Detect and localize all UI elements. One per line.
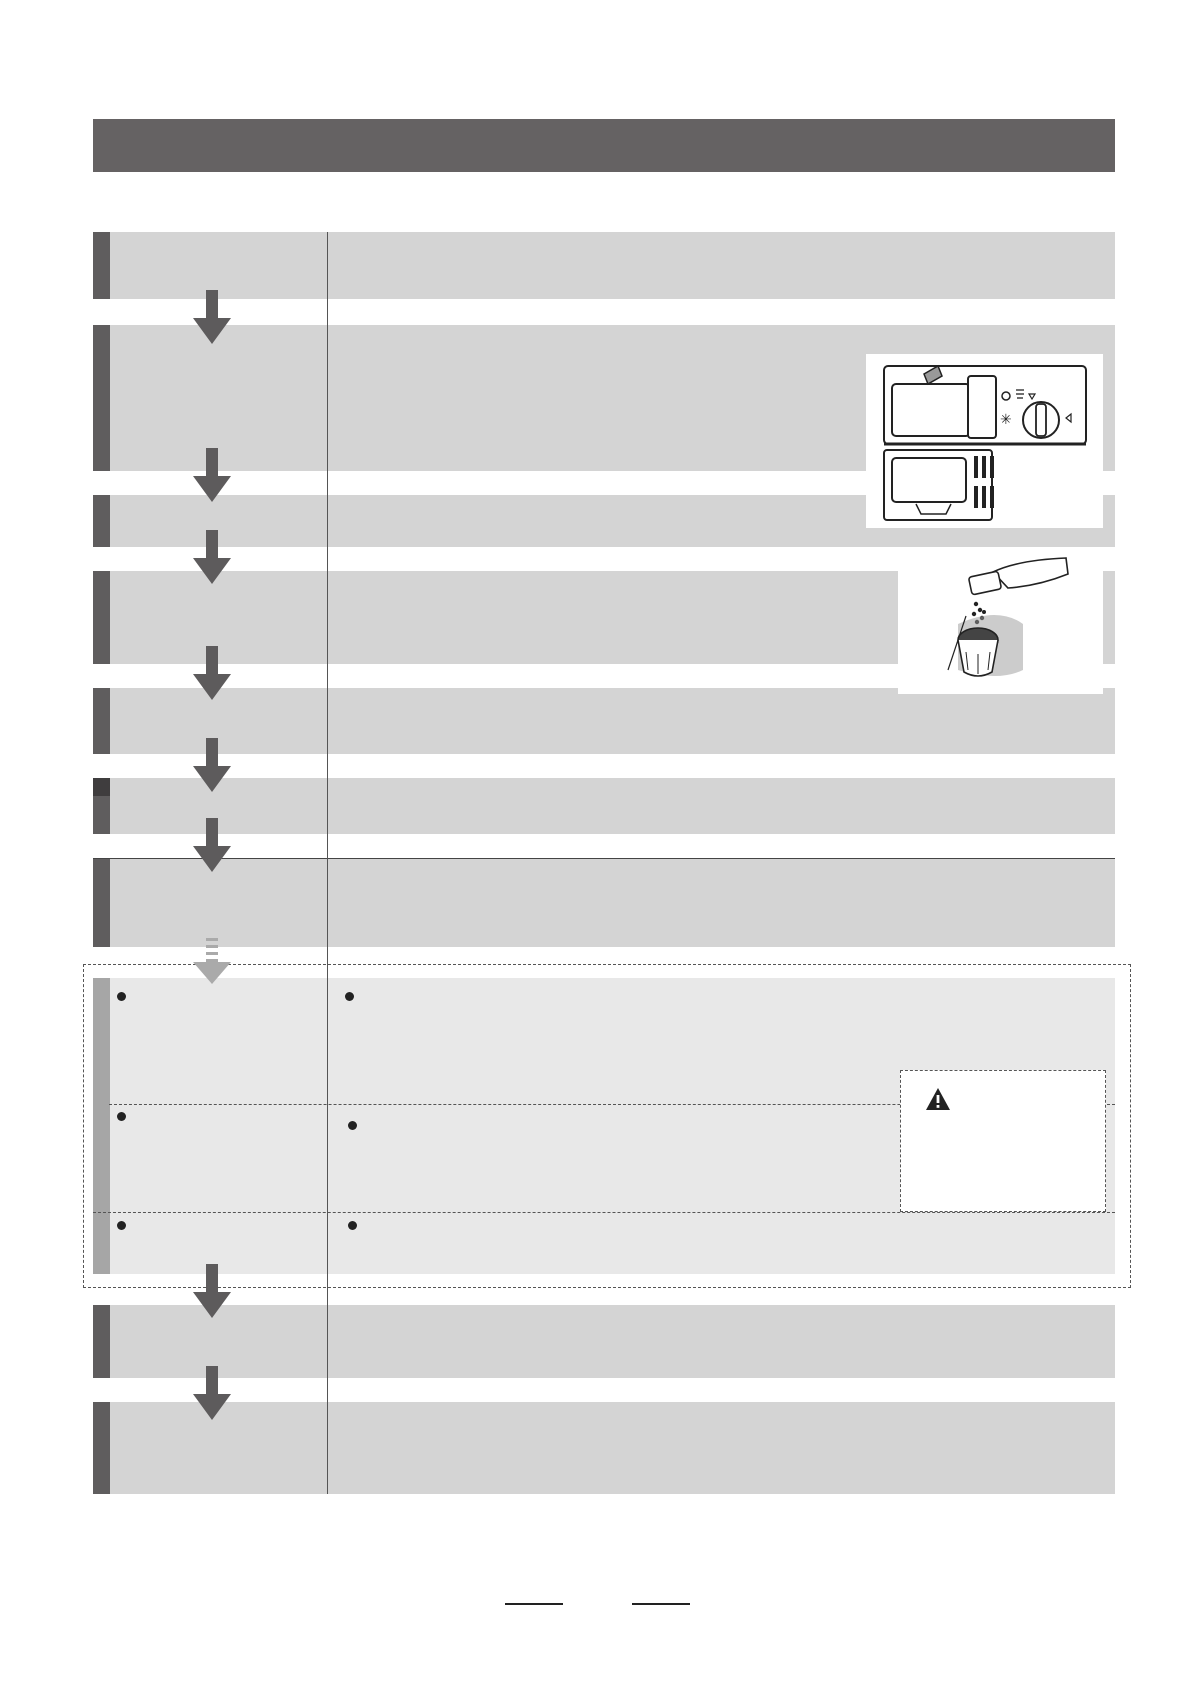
page-number-right-underline bbox=[632, 1603, 690, 1605]
step-accent bbox=[93, 232, 110, 299]
column-divider bbox=[327, 232, 328, 1494]
arrow-down-icon bbox=[193, 646, 231, 700]
step-row-5 bbox=[93, 688, 1115, 754]
arrow-down-icon bbox=[193, 530, 231, 584]
option-bullet-left-2 bbox=[117, 1112, 126, 1121]
option-bullet-right-2 bbox=[348, 1121, 357, 1130]
step-accent bbox=[93, 859, 110, 947]
step-accent bbox=[93, 495, 110, 547]
options-divider-2 bbox=[93, 1212, 1115, 1213]
detergent-dispenser-illustration bbox=[866, 354, 1103, 528]
salt-drawing bbox=[898, 552, 1103, 694]
step-accent bbox=[93, 325, 110, 471]
warning-box bbox=[900, 1070, 1106, 1212]
arrow-down-dashed-icon bbox=[193, 938, 231, 986]
step-accent bbox=[93, 688, 110, 754]
arrow-down-icon bbox=[193, 290, 231, 344]
svg-text:✳: ✳ bbox=[1000, 412, 1012, 428]
step-accent bbox=[93, 571, 110, 664]
step-accent bbox=[93, 1402, 110, 1494]
option-bullet-left-3 bbox=[117, 1221, 126, 1230]
arrow-down-icon bbox=[193, 818, 231, 872]
step-notch bbox=[93, 778, 110, 796]
step-row-7 bbox=[93, 858, 1115, 947]
arrow-down-icon bbox=[193, 1366, 231, 1420]
option-bullet-right-3 bbox=[348, 1221, 357, 1230]
option-bullet-right-1 bbox=[345, 992, 354, 1001]
step-accent bbox=[93, 1305, 110, 1378]
arrow-down-icon bbox=[193, 1264, 231, 1318]
step-row-8 bbox=[93, 1305, 1115, 1378]
arrow-down-icon bbox=[193, 448, 231, 502]
salt-pouring-illustration bbox=[898, 552, 1103, 694]
step-row-1 bbox=[93, 232, 1115, 299]
warning-triangle-icon bbox=[925, 1087, 951, 1111]
arrow-down-icon bbox=[193, 738, 231, 792]
section-header-bar bbox=[93, 119, 1115, 172]
option-bullet-left-1 bbox=[117, 992, 126, 1001]
page-number-left-underline bbox=[505, 1603, 563, 1605]
step-row-9 bbox=[93, 1402, 1115, 1494]
step-row-6 bbox=[93, 778, 1115, 834]
dispenser-drawing bbox=[866, 354, 1103, 528]
options-accent bbox=[93, 978, 110, 1274]
